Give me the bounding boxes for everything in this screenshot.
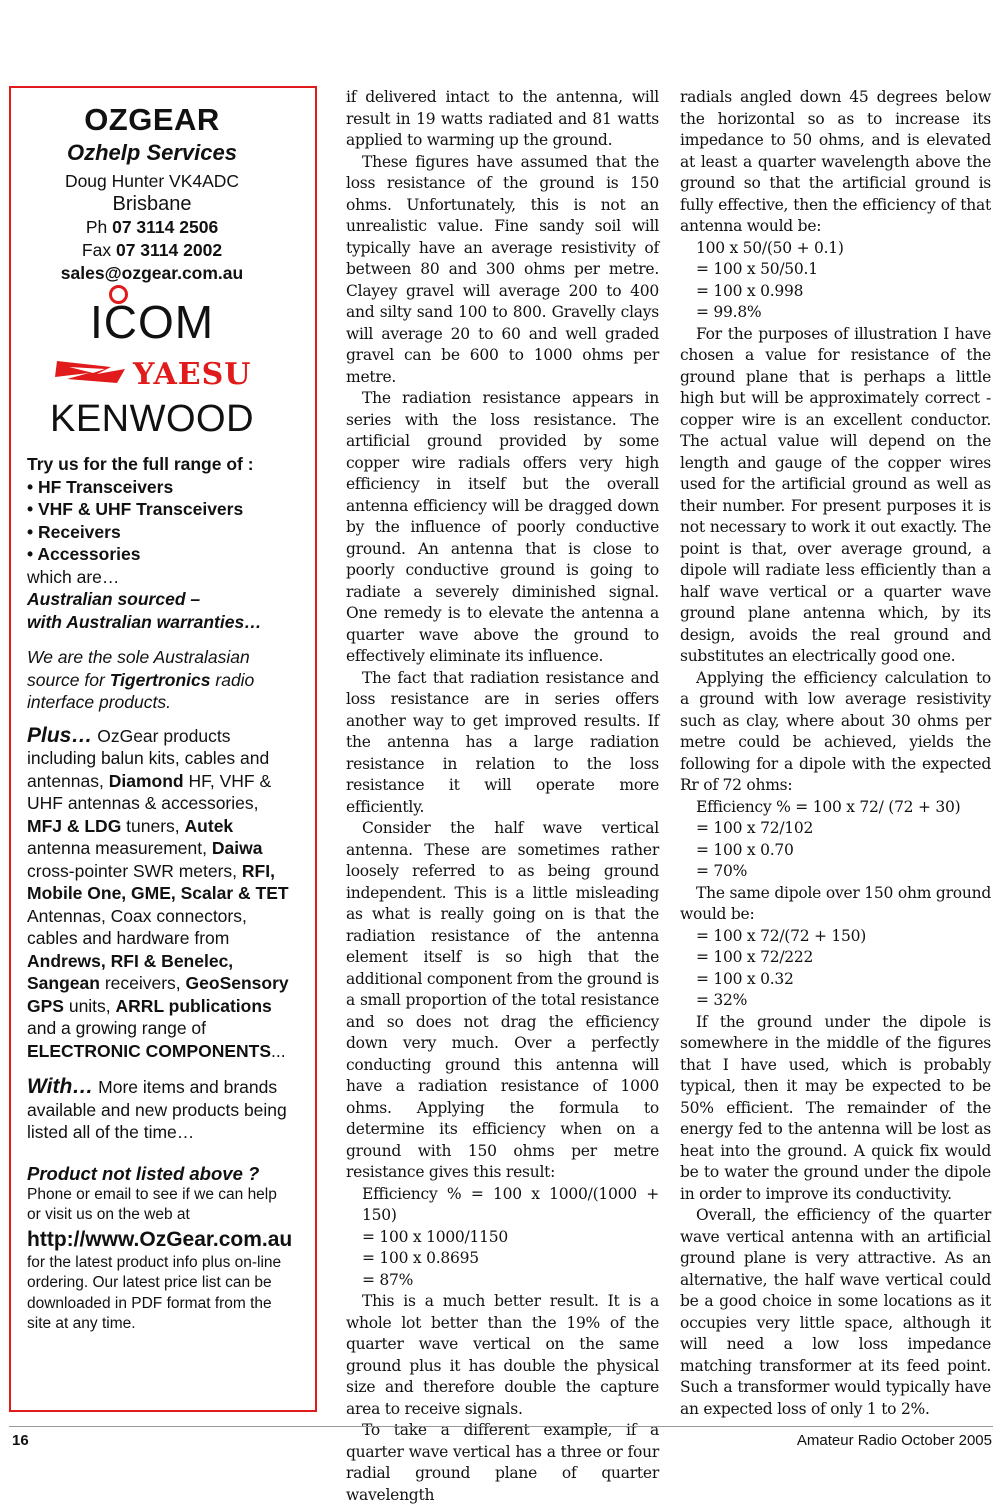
yaesu-logo-text: YAESU	[133, 357, 252, 389]
ad-plus-brand: GeoSensory	[185, 973, 289, 993]
ad-sole-block	[27, 646, 317, 714]
ad-latest-text: for the latest product info plus on-line	[27, 1253, 282, 1271]
yaesu-logo	[27, 357, 307, 389]
ad-plus-text: antennas,	[27, 770, 109, 791]
article-column-1	[346, 87, 659, 1506]
ad-with-text: listed all of the time…	[27, 1122, 195, 1142]
ad-plus-brand: Daiwa	[211, 838, 263, 858]
ad-plus-brand: ELECTRONIC COMPONENTS	[27, 1040, 272, 1061]
equation-line: = 100 x 72/102	[696, 819, 814, 837]
ad-sole-line: radio	[210, 669, 255, 690]
ad-fax: 07 3114 2002	[115, 240, 223, 260]
equation-line: Efficiency % = 100 x 1000/(1000 + 150)	[362, 1184, 659, 1224]
ad-notlisted-block	[27, 1162, 317, 1335]
icom-logo-text: ICOM	[89, 296, 215, 348]
ad-notlisted-text: or visit us on the web at	[27, 1206, 190, 1223]
ad-tigertronics: Tigertronics	[109, 669, 211, 690]
equation-line: = 32%	[696, 991, 748, 1009]
ad-plus-block	[27, 725, 317, 1063]
ad-brand-sub: Ozhelp Services	[67, 140, 237, 165]
ozgear-advertisement	[9, 86, 317, 1412]
equation-line: = 100 x 0.70	[696, 840, 794, 859]
ad-with-head: With…	[27, 1075, 94, 1098]
ad-email: sales@ozgear.com.au	[60, 263, 244, 283]
paragraph: If the ground under the dipole is somewhere in the middle of the figures that I have used, which is probably typical, then it may be expected to be 50% efficient. The remainder of the energy fed to the antenna will be lost as heat into the ground. A quick fix would be to water the ground under the dipole in order to improve its conductivity.	[680, 1012, 991, 1203]
ad-with-text: More items and brands	[93, 1077, 278, 1097]
ad-latest-text: downloaded in PDF format from the	[27, 1294, 272, 1312]
ad-plus-text: including balun kits, cables and	[27, 748, 270, 768]
list-item: • Receivers	[27, 521, 121, 542]
ad-city: Brisbane	[112, 193, 192, 215]
ad-plus-text: ...	[271, 1040, 286, 1061]
equation-line: = 100 x 50/50.1	[696, 260, 818, 278]
icom-ring-icon	[109, 285, 128, 304]
ad-plus-brand: Autek	[184, 815, 234, 836]
paragraph: For the purposes of illustration I have chosen a value for resistance of the ground plane that is perhaps a little high but will be approximately correct - copper wire is an excellent conductor. The actual value will depend on the length and gauge of the copper wires used for the artificial ground as well as their number. For present purposes it is not necessary to work it out exactly. The point is that, over average ground, a dipole will radiate less efficiently than a half wave vertical or a quarter wave ground plane antenna which, by its design, avoids the real ground and substitutes an electrically good one.	[680, 324, 991, 665]
paragraph: The same dipole over 150 ohm ground would be:	[680, 883, 991, 923]
ad-phone-label: Ph	[85, 217, 108, 237]
ad-plus-text: and a growing range of	[27, 1018, 207, 1038]
paragraph: Consider the half wave vertical antenna. These are sometimes rather loosely referred to as being ground independent. This is a little misleading as what is really going on is that the radiation resistance of the antenna element itself is so high that the additional component from the ground is a small proportion of the total resistance and so does not drag the efficiency down very much. Over a perfectly conducting ground this antenna will have a radiation resistance of 1000 ohms. Applying the formula to determine its efficiency when on a ground with 150 ohms per metre resistance gives this result:	[346, 819, 659, 1181]
ad-latest-text: site at any time.	[27, 1315, 136, 1332]
ad-plus-brand: ARRL publications	[115, 995, 272, 1016]
ad-plus-text: cables and hardware from	[27, 928, 230, 948]
ad-plus-brand: Mobile One, GME, Scalar & TET	[27, 883, 289, 903]
ad-range-intro: Try us for the full range of :	[27, 454, 254, 474]
page-number: 16	[12, 1432, 29, 1449]
ad-website-link[interactable]: http://www.OzGear.com.au	[27, 1227, 293, 1251]
ad-sole-line: interface products.	[27, 692, 171, 712]
ad-range-block	[27, 453, 317, 633]
ad-plus-brand: Andrews, RFI & Benelec,	[27, 950, 234, 971]
publication-footer: Amateur Radio October 2005	[796, 1432, 992, 1449]
paragraph: This is a much better result. It is a whole lot better than the 19% of the quarter wave vertical on the same ground plus it has double the physical size and therefore double the capture area to receive signals.	[346, 1292, 659, 1418]
list-item: • Accessories	[27, 544, 141, 564]
ad-plus-text: units,	[63, 995, 116, 1016]
equation-line: = 100 x 72/222	[696, 948, 814, 966]
ad-range-list	[27, 476, 317, 566]
equation-line: Efficiency % = 100 x 72/ (72 + 30)	[696, 797, 961, 816]
equation-line: = 100 x 72/(72 + 150)	[696, 926, 867, 945]
ad-plus-brand: Diamond	[108, 770, 184, 791]
equation-line: = 100 x 0.998	[696, 281, 804, 300]
equation-line: = 100 x 0.32	[696, 969, 794, 988]
kenwood-logo: KENWOOD	[49, 398, 255, 440]
ad-contact	[27, 170, 277, 285]
paragraph: The fact that radiation resistance and loss resistance are in series offers another way to get improved results. If the antenna has a large radiation resistance in relation to the loss resistance it will operate more efficiently.	[346, 668, 659, 816]
ad-plus-head: Plus…	[27, 723, 93, 747]
equation-line: = 100 x 1000/1150	[362, 1227, 508, 1246]
ad-plus-brand: Sangean	[27, 973, 100, 993]
paragraph: Applying the efficiency calculation to a ground with low average resistivity such as clay, where about 30 ohms per metre could be achieved, yields the following for a dipole with the expected Rr of 72 ohms:	[680, 668, 991, 794]
paragraph: Overall, the efficiency of the quarter wave vertical antenna with an artificial ground plane is very attractive. As an alternative, the half wave vertical could be a good choice in some locations as it occupies very little space, although it will need a low loss impedance matching transformer at its feed point. Such a transformer would typically have an expected loss of only 1 to 2%.	[680, 1206, 991, 1418]
equation-line: = 70%	[696, 862, 748, 880]
ad-notlisted-text: Phone or email to see if we can help	[27, 1185, 277, 1203]
yaesu-wings-icon	[27, 357, 307, 389]
ad-fax-label: Fax	[81, 240, 112, 260]
ad-plus-text: HF, VHF &	[183, 770, 272, 791]
icom-logo	[27, 296, 277, 348]
ad-plus-text: cross-pointer SWR meters,	[27, 860, 242, 881]
article-column-2	[680, 87, 991, 1420]
ad-plus-text: antenna measurement,	[27, 838, 212, 858]
ad-which-are: which are…	[27, 566, 120, 587]
ad-sole-line: source for	[27, 669, 110, 690]
footer-divider	[9, 1426, 993, 1427]
ad-sourced-line2: with Australian warranties…	[27, 611, 262, 632]
ad-plus-text: Antennas, Coax connectors,	[27, 905, 247, 926]
list-item: • VHF & UHF Transceivers	[27, 499, 244, 519]
paragraph: radials angled down 45 degrees below the horizontal so as to increase its impedance to 50 ohms, and is elevated at least a quarter wavelength above the ground so that the artificial ground is fully effective, then the efficiency of that antenna would be:	[680, 88, 991, 235]
ad-plus-text: UHF antennas & accessories,	[27, 793, 259, 813]
ad-plus-brand: GPS	[27, 995, 64, 1016]
equation-line: = 100 x 0.8695	[362, 1249, 479, 1267]
ad-plus-text: receivers,	[99, 973, 186, 993]
equation-line: = 99.8%	[696, 303, 762, 321]
ad-with-text: available and new products being	[27, 1099, 287, 1120]
ad-sourced-line1: Australian sourced –	[27, 589, 201, 609]
paragraph: The radiation resistance appears in series with the loss resistance. The artificial ground provided by some copper wire radials offers very high efficiency in itself but the overall antenna efficiency will be dragged down by the influence of poorly conductive ground. An antenna that is close to poorly conductive ground is going to radiate a severely diminished signal. One remedy is to elevate the antenna a quarter wave above the ground to effectively eliminate its influence.	[346, 389, 659, 665]
ad-notlisted-head: Product not listed above ?	[27, 1162, 260, 1184]
ad-latest-text: ordering. Our latest price list can be	[27, 1274, 272, 1291]
paragraph: To take a different example, if a quarter wave vertical has a three or four radial ground plane of quarter wavelength	[346, 1421, 659, 1504]
equation-line: = 87%	[362, 1270, 414, 1289]
list-item: • HF Transceivers	[27, 476, 174, 497]
ad-plus-brand: MFJ & LDG	[27, 815, 122, 836]
equation-line: 100 x 50/(50 + 0.1)	[696, 238, 844, 257]
ad-brand: OZGEAR	[84, 102, 220, 137]
ad-contact-name: Doug Hunter VK4ADC	[64, 171, 240, 191]
paragraph: if delivered intact to the antenna, will result in 19 watts radiated and 81 watts applied to warming up the ground.	[346, 88, 659, 149]
ad-plus-brand: RFI,	[241, 860, 275, 881]
paragraph: These figures have assumed that the loss resistance of the ground is 150 ohms. Unfortunately, this is not an unrealistic value. Fine sandy soil will typically have an average resistivity of between 80 and 300 ohms per metre. Clayey gravel will average 200 to 400 and silty sand 100 to 800. Gravelly clays will average 20 to 60 and well graded gravel can be 600 to 1000 ohms per metre.	[346, 152, 659, 386]
ad-plus-text: tuners,	[121, 815, 185, 836]
ad-plus-text: OzGear products	[92, 725, 231, 746]
ad-sole-line: We are the sole Australasian	[27, 647, 250, 667]
ad-with-block	[27, 1076, 317, 1144]
ad-phone: 07 3114 2506	[112, 217, 219, 237]
